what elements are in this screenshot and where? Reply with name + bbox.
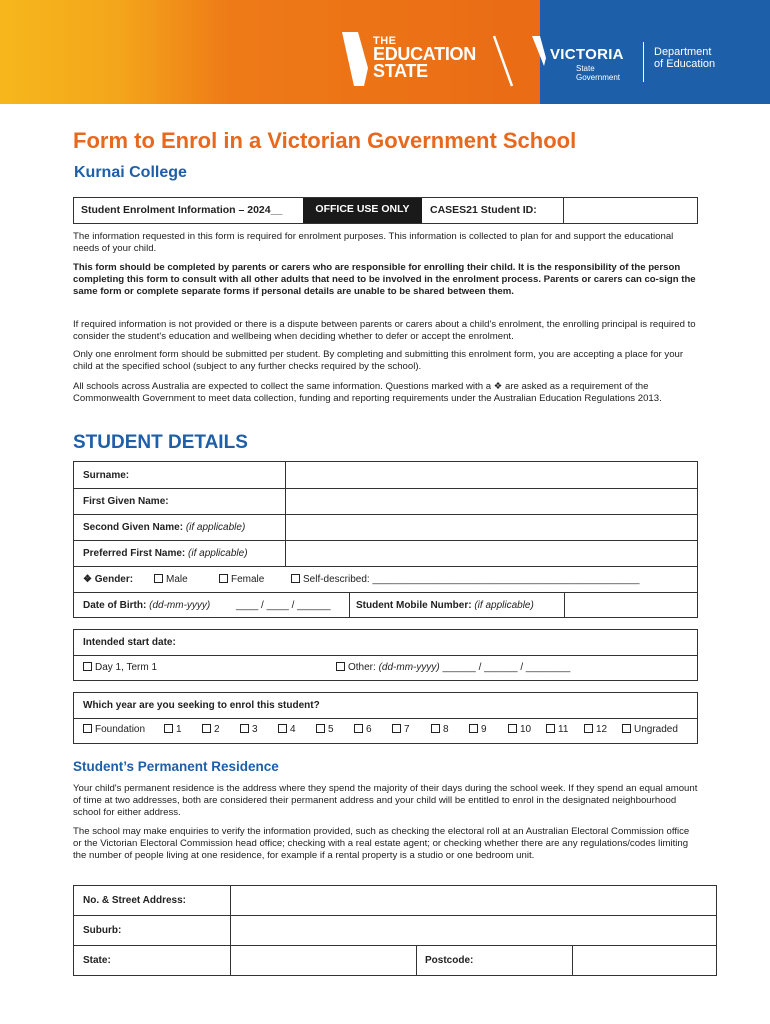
year-option[interactable] [278, 724, 296, 735]
start-date-table [73, 629, 698, 681]
mobile-text: Student Mobile Number: [356, 600, 472, 611]
year-option[interactable] [508, 724, 531, 735]
year-option-label: 7 [404, 724, 410, 735]
office-use-only-label: OFFICE USE ONLY [303, 198, 422, 223]
checkbox-icon[interactable] [431, 724, 440, 733]
checkbox-icon[interactable] [202, 724, 211, 733]
year-level-label: Which year are you seeking to enrol this student? [83, 700, 320, 711]
gender-female-option[interactable] [219, 574, 264, 585]
year-option[interactable] [83, 724, 145, 735]
year-option[interactable] [469, 724, 487, 735]
year-option-label: 10 [520, 724, 532, 735]
intro-paragraph: If required information is not provided or there is a dispute between parents or carers about a child's enrolment, the enrolling principal is required to consider the student's education and wellbeing when deciding whether to defer or accept the enrolment. [73, 319, 696, 343]
street-address-field[interactable] [231, 886, 716, 915]
gender-male-label: Male [166, 574, 188, 585]
suburb-row [74, 916, 716, 946]
education-state-logo [340, 32, 515, 86]
second-name-text: Second Given Name: [83, 522, 184, 533]
preferred-name-field[interactable] [286, 541, 697, 566]
state-field[interactable] [231, 946, 415, 975]
start-date-header-row [74, 630, 697, 656]
dob-field[interactable]: ____ / ____ / ______ [236, 600, 331, 611]
year-option-label: 1 [176, 724, 182, 735]
logo-slash-icon [490, 34, 520, 88]
second-name-note: (if applicable) [185, 522, 246, 533]
year-option-label: 8 [443, 724, 449, 735]
gender-self-described-option[interactable] [291, 574, 639, 585]
second-name-row [74, 515, 697, 541]
school-name: Kurnai College [74, 164, 187, 181]
suburb-label: Suburb: [83, 925, 122, 936]
day1-term1-label: Day 1, Term 1 [95, 662, 158, 673]
residence-paragraph: Your child's permanent residence is the address where they spend the majority of their days during the school week. If they spend an equal amount of time at two addresses, both are considered their permanent address and your child will be entitled to enrol in the designated neighbourhood school for either address. [73, 783, 698, 819]
year-option-label: 2 [214, 724, 220, 735]
logo-divider [643, 42, 644, 82]
state-postcode-row [74, 946, 716, 975]
checkbox-icon[interactable] [508, 724, 517, 733]
dob-label [83, 600, 210, 611]
logo-education-text [373, 46, 476, 80]
year-option-label: 6 [366, 724, 372, 735]
year-level-table [73, 692, 698, 744]
year-option-label: 12 [596, 724, 608, 735]
permanent-residence-heading: Student’s Permanent Residence [73, 759, 279, 774]
year-option[interactable] [392, 724, 410, 735]
preferred-name-note: (if applicable) [188, 548, 248, 559]
preferred-name-text: Preferred First Name: [83, 548, 186, 559]
gender-self-described-label: Self-described: ________________________________________________ [303, 574, 640, 585]
other-date-option[interactable] [336, 662, 570, 673]
cell-divider [349, 593, 350, 618]
student-details-heading: STUDENT DETAILS [73, 432, 248, 453]
cases21-label: CASES21 Student ID: [430, 204, 537, 216]
year-level-header-row [74, 693, 697, 719]
checkbox-icon[interactable] [154, 574, 163, 583]
department-of-education-text [654, 46, 715, 70]
year-option[interactable] [622, 724, 678, 735]
start-date-label: Intended start date: [83, 637, 176, 648]
surname-row [74, 462, 697, 489]
intro-paragraph: All schools across Australia are expected to collect the same information. Questions marked with a ❖ are asked as a requirement of the Commonwealth Government to meet data collection, funding and reporting requirements under the Australian Education Regulations 2013. [73, 381, 662, 405]
checkbox-icon[interactable] [354, 724, 363, 733]
gender-female-label: Female [231, 574, 265, 585]
checkbox-icon[interactable] [546, 724, 555, 733]
postcode-label: Postcode: [425, 955, 474, 966]
government-text: Government [576, 73, 621, 82]
year-option-label: Foundation [95, 724, 146, 735]
gender-male-option[interactable] [154, 574, 188, 585]
intro-paragraph: Only one enrolment form should be submitted per student. By completing and submitting this enrolment form, you are accepting a place for your child at the specified school (subject to any further checks required by the school). [73, 349, 684, 373]
checkbox-icon[interactable] [336, 662, 345, 671]
dob-format: (dd-mm-yyyy) [149, 600, 211, 611]
checkbox-icon[interactable] [219, 574, 228, 583]
mobile-note: (if applicable) [474, 600, 534, 611]
year-option-label: 9 [481, 724, 487, 735]
cell-divider [416, 946, 417, 975]
year-option-label: Ungraded [634, 724, 678, 735]
header-banner [0, 0, 770, 104]
year-option[interactable] [546, 724, 568, 735]
gender-row [74, 567, 697, 593]
second-name-label [83, 522, 245, 533]
first-name-field[interactable] [286, 489, 697, 514]
checkbox-icon[interactable] [164, 724, 173, 733]
checkbox-icon[interactable] [622, 724, 631, 733]
logo-education-line: EDUCATION [373, 44, 476, 64]
checkbox-icon[interactable] [291, 574, 300, 583]
day1-term1-option[interactable] [83, 662, 157, 673]
other-date-format: (dd-mm-yyyy) [378, 662, 440, 673]
intro-paragraph: The information requested in this form is required for enrolment purposes. This information is collected to plan for and support the educational needs of your child. [73, 231, 674, 255]
dept-line-1: Department [654, 46, 712, 58]
year-option[interactable] [164, 724, 182, 735]
year-option[interactable] [584, 724, 607, 735]
preferred-name-row [74, 541, 697, 567]
street-label: No. & Street Address: [83, 895, 186, 906]
gender-label: ❖ Gender: [83, 574, 134, 585]
other-date-field[interactable]: ______ / ______ / ________ [442, 662, 571, 673]
year-option-label: 11 [558, 724, 569, 735]
checkbox-icon[interactable] [316, 724, 325, 733]
year-option[interactable] [354, 724, 372, 735]
residence-paragraph: The school may make enquiries to verify the information provided, such as checking the electoral roll at an Australian Electoral Commission office or the Victorian Electoral Commission head office; checking with a real estate agent; or checking whether there are any regulations/codes limiting the number of people living at one residence, for example if a rental property is a studio or one bedroom unit. [73, 826, 690, 862]
year-option-label: 4 [290, 724, 296, 735]
first-name-row [74, 489, 697, 515]
checkbox-icon[interactable] [240, 724, 249, 733]
checkbox-icon[interactable] [469, 724, 478, 733]
cases21-divider [563, 198, 564, 223]
second-name-field[interactable] [286, 515, 697, 540]
victoria-government-logo [532, 36, 642, 86]
form-title: Form to Enrol in a Victorian Government School [73, 128, 577, 153]
other-label: Other: [348, 662, 376, 673]
year-option-label: 5 [328, 724, 334, 735]
state-label: State: [83, 955, 111, 966]
address-table [73, 885, 717, 976]
logo-the-text: THE [373, 35, 397, 47]
surname-label: Surname: [83, 470, 130, 481]
street-row [74, 886, 716, 916]
checkbox-icon[interactable] [584, 724, 593, 733]
checkbox-icon[interactable] [83, 724, 92, 733]
dob-row [74, 593, 697, 618]
mobile-field[interactable] [565, 593, 697, 618]
mobile-label [356, 600, 534, 611]
first-name-label: First Given Name: [83, 496, 169, 507]
checkbox-icon[interactable] [83, 662, 92, 671]
year-option[interactable] [316, 724, 334, 735]
year-option[interactable] [202, 724, 220, 735]
surname-field[interactable] [286, 462, 697, 488]
dob-text: Date of Birth: [83, 600, 147, 611]
enrolment-info-bar [73, 197, 698, 224]
year-option-label: 3 [252, 724, 258, 735]
preferred-name-label [83, 548, 248, 559]
state-text: State [576, 64, 595, 73]
enrolment-info-label: Student Enrolment Information – 2024__ [81, 204, 283, 216]
checkbox-icon[interactable] [278, 724, 287, 733]
student-details-table [73, 461, 698, 618]
intro-paragraph-bold: This form should be completed by parents or carers who are responsible for enrolling their child. It is the responsibility of the person completing this form to consult with all other adults that need to be involved in the enrolment process. Parents or carers can co-sign the same form or complete separate forms if personal details are unable to be shared between them. [73, 262, 696, 298]
logo-state-line: STATE [373, 61, 428, 81]
postcode-field[interactable] [573, 946, 716, 975]
suburb-field[interactable] [231, 916, 716, 945]
victoria-text: VICTORIA [550, 46, 624, 63]
checkbox-icon[interactable] [392, 724, 401, 733]
year-option[interactable] [240, 724, 258, 735]
year-option[interactable] [431, 724, 449, 735]
dept-line-2: of Education [654, 58, 716, 70]
